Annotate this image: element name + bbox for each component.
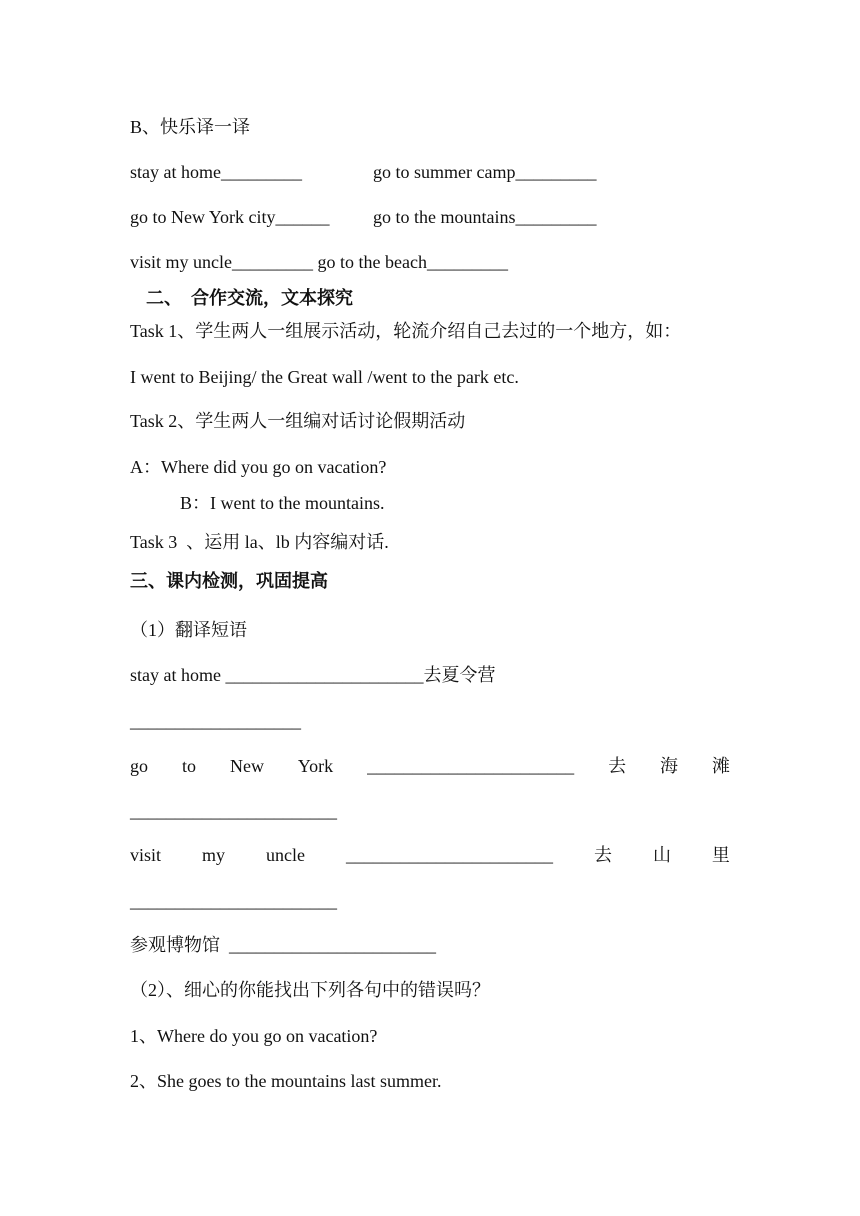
phrase-stay-at-home: stay at home_________	[130, 162, 302, 182]
translate-line-2-blank: _______________________	[130, 801, 337, 821]
word: uncle	[266, 845, 305, 865]
section-3-heading: 三、课内检测，巩固提高	[130, 571, 328, 591]
dialog-line-a: A：Where did you go on vacation?	[130, 457, 387, 477]
part-1-title: （1）翻译短语	[130, 620, 247, 640]
translate-line-3	[130, 844, 730, 866]
word: go	[130, 756, 148, 776]
word: York	[297, 756, 334, 776]
dialog-line-b: B：I went to the mountains.	[180, 493, 385, 513]
question-2: 2、She goes to the mountains last summer.	[130, 1071, 442, 1091]
word: 里	[711, 845, 730, 865]
word: visit	[130, 845, 162, 865]
translate-line-1-blank: ___________________	[130, 711, 301, 731]
word: 去	[593, 845, 612, 865]
task-2: Task 2、学生两人一组编对话讨论假期活动	[130, 411, 466, 431]
word: 山	[652, 845, 671, 865]
task-3: Task 3 、运用 la、lb 内容编对话.	[130, 532, 389, 552]
translate-line-4: 参观博物馆 _______________________	[130, 935, 436, 955]
word: 滩	[712, 756, 730, 776]
phrase-uncle-beach: visit my uncle_________ go to the beach_________	[130, 252, 508, 272]
phrase-mountains: go to the mountains_________	[373, 207, 597, 227]
translate-line-2	[130, 755, 730, 777]
word: to	[181, 756, 196, 776]
section-2-heading: 二、 合作交流，文本探究	[146, 288, 353, 308]
part-2-title: （2）、细心的你能找出下列各句中的错误吗？	[130, 980, 490, 1000]
task-1-example: I went to Beijing/ the Great wall /went to the park etc.	[130, 367, 519, 387]
answer-blank: _______________________	[345, 845, 553, 865]
answer-blank: _______________________	[367, 756, 575, 776]
question-1: 1、Where do you go on vacation?	[130, 1026, 378, 1046]
task-1: Task 1、学生两人一组展示活动，轮流介绍自己去过的一个地方，如：	[130, 321, 682, 341]
word: 去	[608, 756, 627, 776]
word: New	[229, 756, 264, 776]
phrase-summer-camp: go to summer camp_________	[373, 162, 597, 182]
translate-line-3-blank: _______________________	[130, 891, 337, 911]
word: my	[202, 845, 226, 865]
word: 海	[660, 756, 679, 776]
section-b-title: B、快乐译一译	[130, 117, 251, 137]
phrase-new-york: go to New York city______	[130, 207, 330, 227]
translate-line-1: stay at home ______________________去夏令营	[130, 665, 496, 685]
